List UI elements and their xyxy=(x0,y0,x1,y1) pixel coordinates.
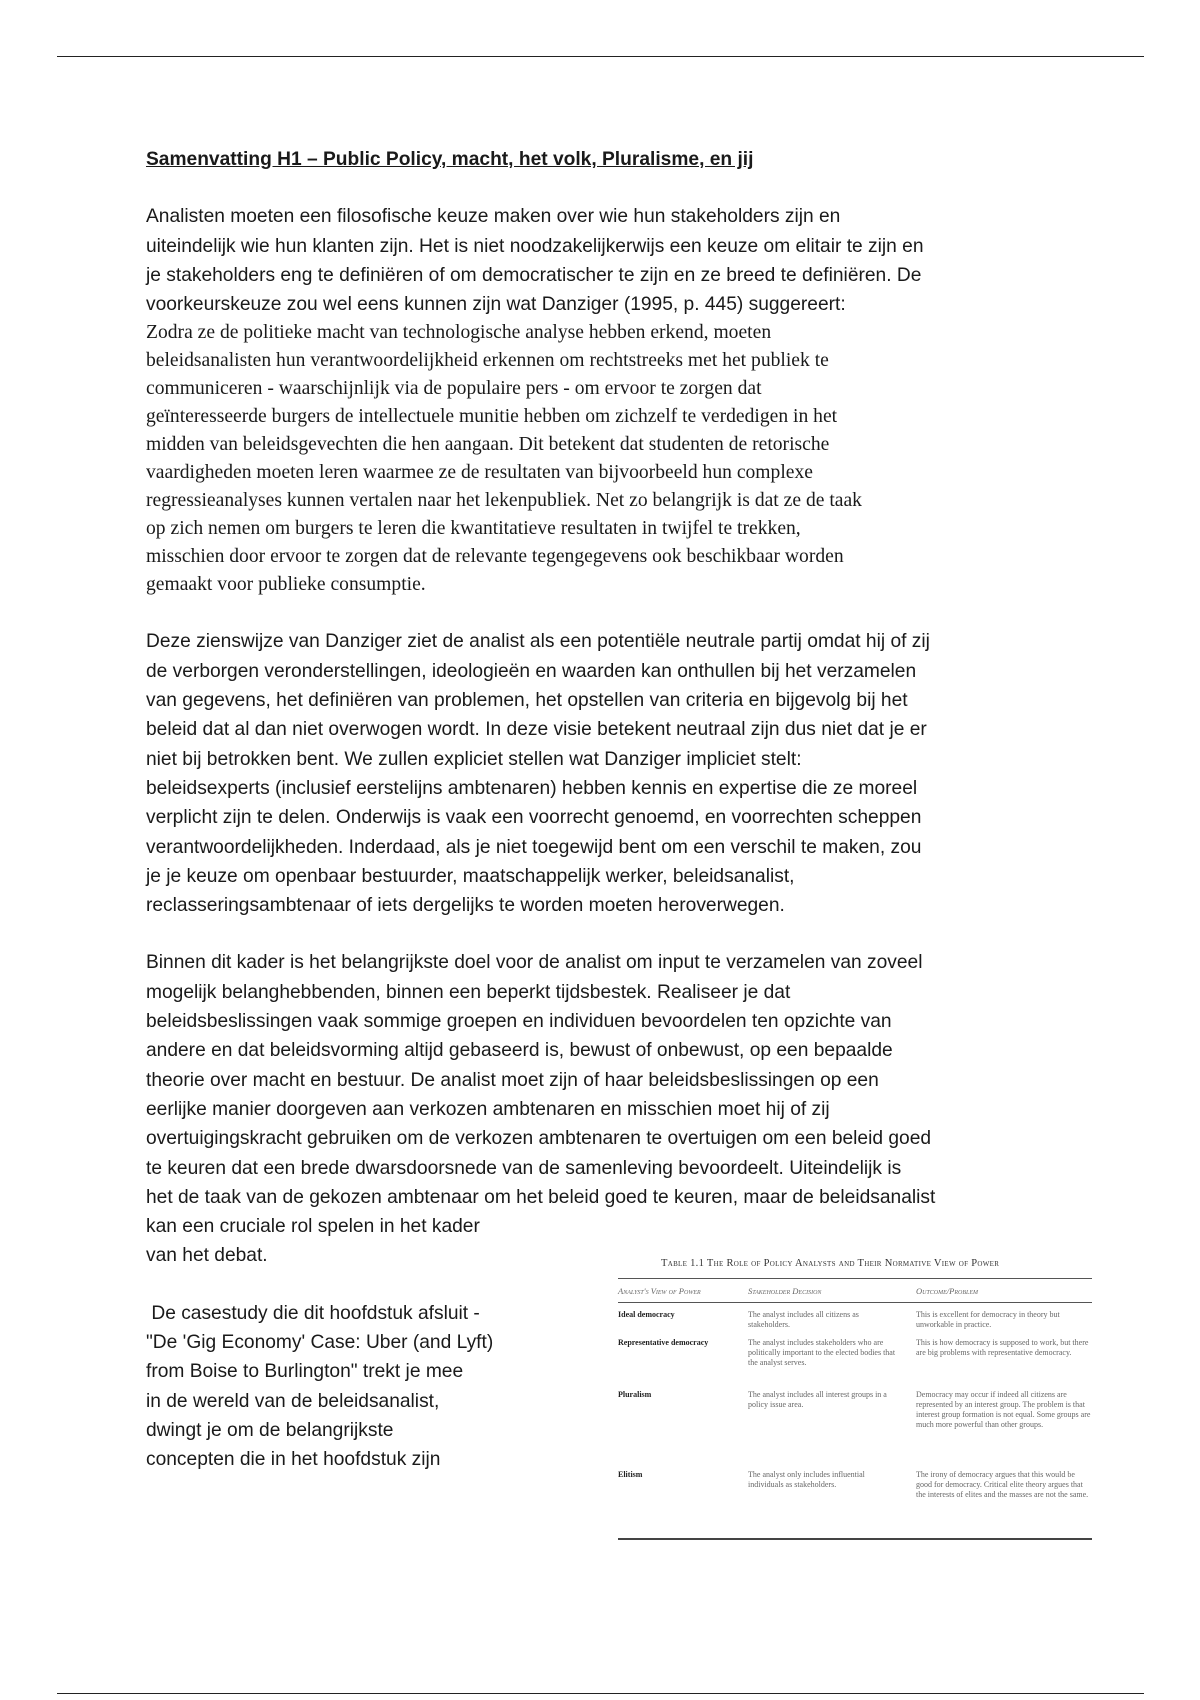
text-line: verplicht zijn te delen. Onderwijs is vaak een voorrecht genoemd, en voorrechten scheppen xyxy=(146,807,922,829)
text-line: dwingt je om de belangrijkste xyxy=(146,1419,394,1441)
text-line: eerlijke manier doorgeven aan verkozen ambtenaren en misschien moet hij of zij xyxy=(146,1098,830,1120)
text-line: concepten die in het hoofdstuk zijn xyxy=(146,1449,441,1471)
text-line: reclasseringsambtenaar of iets dergelijks te worden moeten heroverwegen. xyxy=(146,895,785,917)
text-line: Binnen dit kader is het belangrijkste doel voor de analist om input te verzamelen van zoveel xyxy=(146,952,923,974)
table-cell-view: Representative democracy xyxy=(618,1338,709,1347)
text-line: beleidsanalisten hun verantwoordelijkheid erkennen om rechtstreeks met het publiek te xyxy=(146,350,829,372)
table-header-outcome: Outcome/Problem xyxy=(916,1286,979,1296)
text-line: verantwoordelijkheden. Inderdaad, als je niet toegewijd bent om een verschil te maken, zou xyxy=(146,836,922,858)
text-line: het de taak van de gekozen ambtenaar om het beleid goed te keuren, maar de beleidsanalist xyxy=(146,1186,936,1208)
text-line: regressieanalyses kunnen vertalen naar het lekenpubliek. Net zo belangrijk is dat ze de taak xyxy=(146,490,862,512)
text-line: theorie over macht en bestuur. De analist moet zijn of haar beleidsbeslissingen op een xyxy=(146,1069,879,1091)
table-header-decision: Stakeholder Decision xyxy=(748,1286,822,1296)
table-cell-decision: The analyst only includes influential individuals as stakeholders. xyxy=(748,1470,865,1489)
text-line: from Boise to Burlington" trekt je mee xyxy=(146,1361,464,1383)
text-line: te keuren dat een brede dwarsdoorsnede van de samenleving bevoordeelt. Uiteindelijk is xyxy=(146,1157,902,1179)
text-line: midden van beleidsgevechten die hen aangaan. Dit betekent dat studenten de retorische xyxy=(146,434,830,456)
table-cell-view: Ideal democracy xyxy=(618,1310,675,1319)
text-line: gemaakt voor publieke consumptie. xyxy=(146,574,426,596)
table-cell-outcome: This is excellent for democracy in theory but unworkable in practice. xyxy=(916,1310,1060,1329)
table-top-rule xyxy=(618,1278,1092,1279)
text-line: Zodra ze de politieke macht van technologische analyse hebben erkend, moeten xyxy=(146,322,772,344)
table-bottom-rule xyxy=(618,1538,1092,1540)
text-line: misschien door ervoor te zorgen dat de relevante tegengegevens ook beschikbaar worden xyxy=(146,546,844,568)
table-cell-outcome: This is how democracy is supposed to work, but there are big problems with representative democracy. xyxy=(916,1338,1089,1357)
table-1-1-figure xyxy=(565,1258,1105,1545)
text-line: niet bij betrokken bent. We zullen expliciet stellen wat Danziger impliciet stelt: xyxy=(146,748,802,770)
text-line: in de wereld van de beleidsanalist, xyxy=(146,1390,440,1412)
text-line: je stakeholders eng te definiëren of om democratischer te zijn en ze breed te definiëren. De xyxy=(146,264,922,286)
page-title: Samenvatting H1 – Public Policy, macht, het volk, Pluralisme, en jij xyxy=(146,149,754,170)
danziger-quote xyxy=(146,319,1061,599)
text-line: andere en dat beleidsvorming altijd gebaseerd is, bewust of onbewust, op een bepaalde xyxy=(146,1040,893,1062)
text-line: op zich nemen om burgers te leren die kwantitatieve resultaten in twijfel te trekken, xyxy=(146,518,801,540)
table-caption: Table 1.1 The Role of Policy Analysts and Their Normative View of Power xyxy=(661,1258,1000,1269)
text-line: overtuigingskracht gebruiken om de verkozen ambtenaren te overtuigen om een beleid goed xyxy=(146,1128,932,1150)
text-line: uiteindelijk wie hun klanten zijn. Het is niet noodzakelijkerwijs een keuze om elitair te zijn en xyxy=(146,235,924,257)
footer-rule xyxy=(57,1693,1144,1694)
table-cell-view: Elitism xyxy=(618,1470,643,1479)
table-cell-decision: The analyst includes all citizens as stakeholders. xyxy=(748,1310,859,1329)
text-line: de verborgen veronderstellingen, ideologieën en waarden kan onthullen bij het verzamelen xyxy=(146,660,917,682)
intro-paragraph xyxy=(146,202,1061,319)
table-cell-outcome: Democracy may occur if indeed all citizens are represented by an interest group. The problem is that interest group formation is not equal. Some groups are much more powerful than other groups. xyxy=(916,1390,1091,1429)
header-rule xyxy=(57,56,1144,57)
paragraph-danziger-view xyxy=(146,627,1061,920)
text-line: Deze zienswijze van Danziger ziet de analist als een potentiële neutrale partij omdat hij of zij xyxy=(146,631,930,653)
text-line: Analisten moeten een filosofische keuze maken over wie hun stakeholders zijn en xyxy=(146,206,841,228)
text-line: van het debat. xyxy=(146,1245,268,1267)
table-header-rule xyxy=(618,1302,1092,1303)
text-line: beleidsexperts (inclusief eerstelijns ambtenaren) hebben kennis en expertise die ze moreel xyxy=(146,777,918,799)
table-header-view: Analyst's View of Power xyxy=(618,1286,701,1296)
text-line: communiceren - waarschijnlijk via de populaire pers - om ervoor te zorgen dat xyxy=(146,378,762,400)
text-line: beleidsbeslissingen vaak sommige groepen en individuen bevoordelen ten opzichte van xyxy=(146,1011,892,1033)
table-cell-view: Pluralism xyxy=(618,1390,652,1399)
text-line: voorkeurskeuze zou wel eens kunnen zijn wat Danziger (1995, p. 445) suggereert: xyxy=(146,294,846,316)
text-line: je je keuze om openbaar bestuurder, maatschappelijk werker, beleidsanalist, xyxy=(146,865,795,887)
table-cell-decision: The analyst includes all interest groups in a policy issue area. xyxy=(748,1390,887,1409)
table-cell-decision: The analyst includes stakeholders who are politically important to the elected bodies that the analyst serves. xyxy=(748,1338,896,1367)
text-line: beleid dat al dan niet overwogen wordt. In deze visie betekent neutraal zijn dus niet dat je er xyxy=(146,719,927,741)
text-line: De casestudy die dit hoofdstuk afsluit - xyxy=(146,1302,480,1324)
text-line: "De 'Gig Economy' Case: Uber (and Lyft) xyxy=(146,1332,494,1354)
paragraph-analyst-goal xyxy=(146,948,1061,1270)
text-line: van gegevens, het definiëren van problemen, het opstellen van criteria en bijgevolg bij het xyxy=(146,690,908,712)
table-cell-outcome: The irony of democracy argues that this would be good for democracy. Critical elite theory argues that the interests of elites and the masses are not the same. xyxy=(916,1470,1089,1499)
text-line: vaardigheden moeten leren waarmee ze de resultaten van bijvoorbeeld hun complexe xyxy=(146,462,813,484)
text-line: mogelijk belanghebbenden, binnen een beperkt tijdsbestek. Realiseer je dat xyxy=(146,981,791,1003)
text-line: geïnteresseerde burgers de intellectuele munitie hebben om zichzelf te verdedigen in het xyxy=(146,406,838,428)
text-line: kan een cruciale rol spelen in het kader xyxy=(146,1216,480,1238)
